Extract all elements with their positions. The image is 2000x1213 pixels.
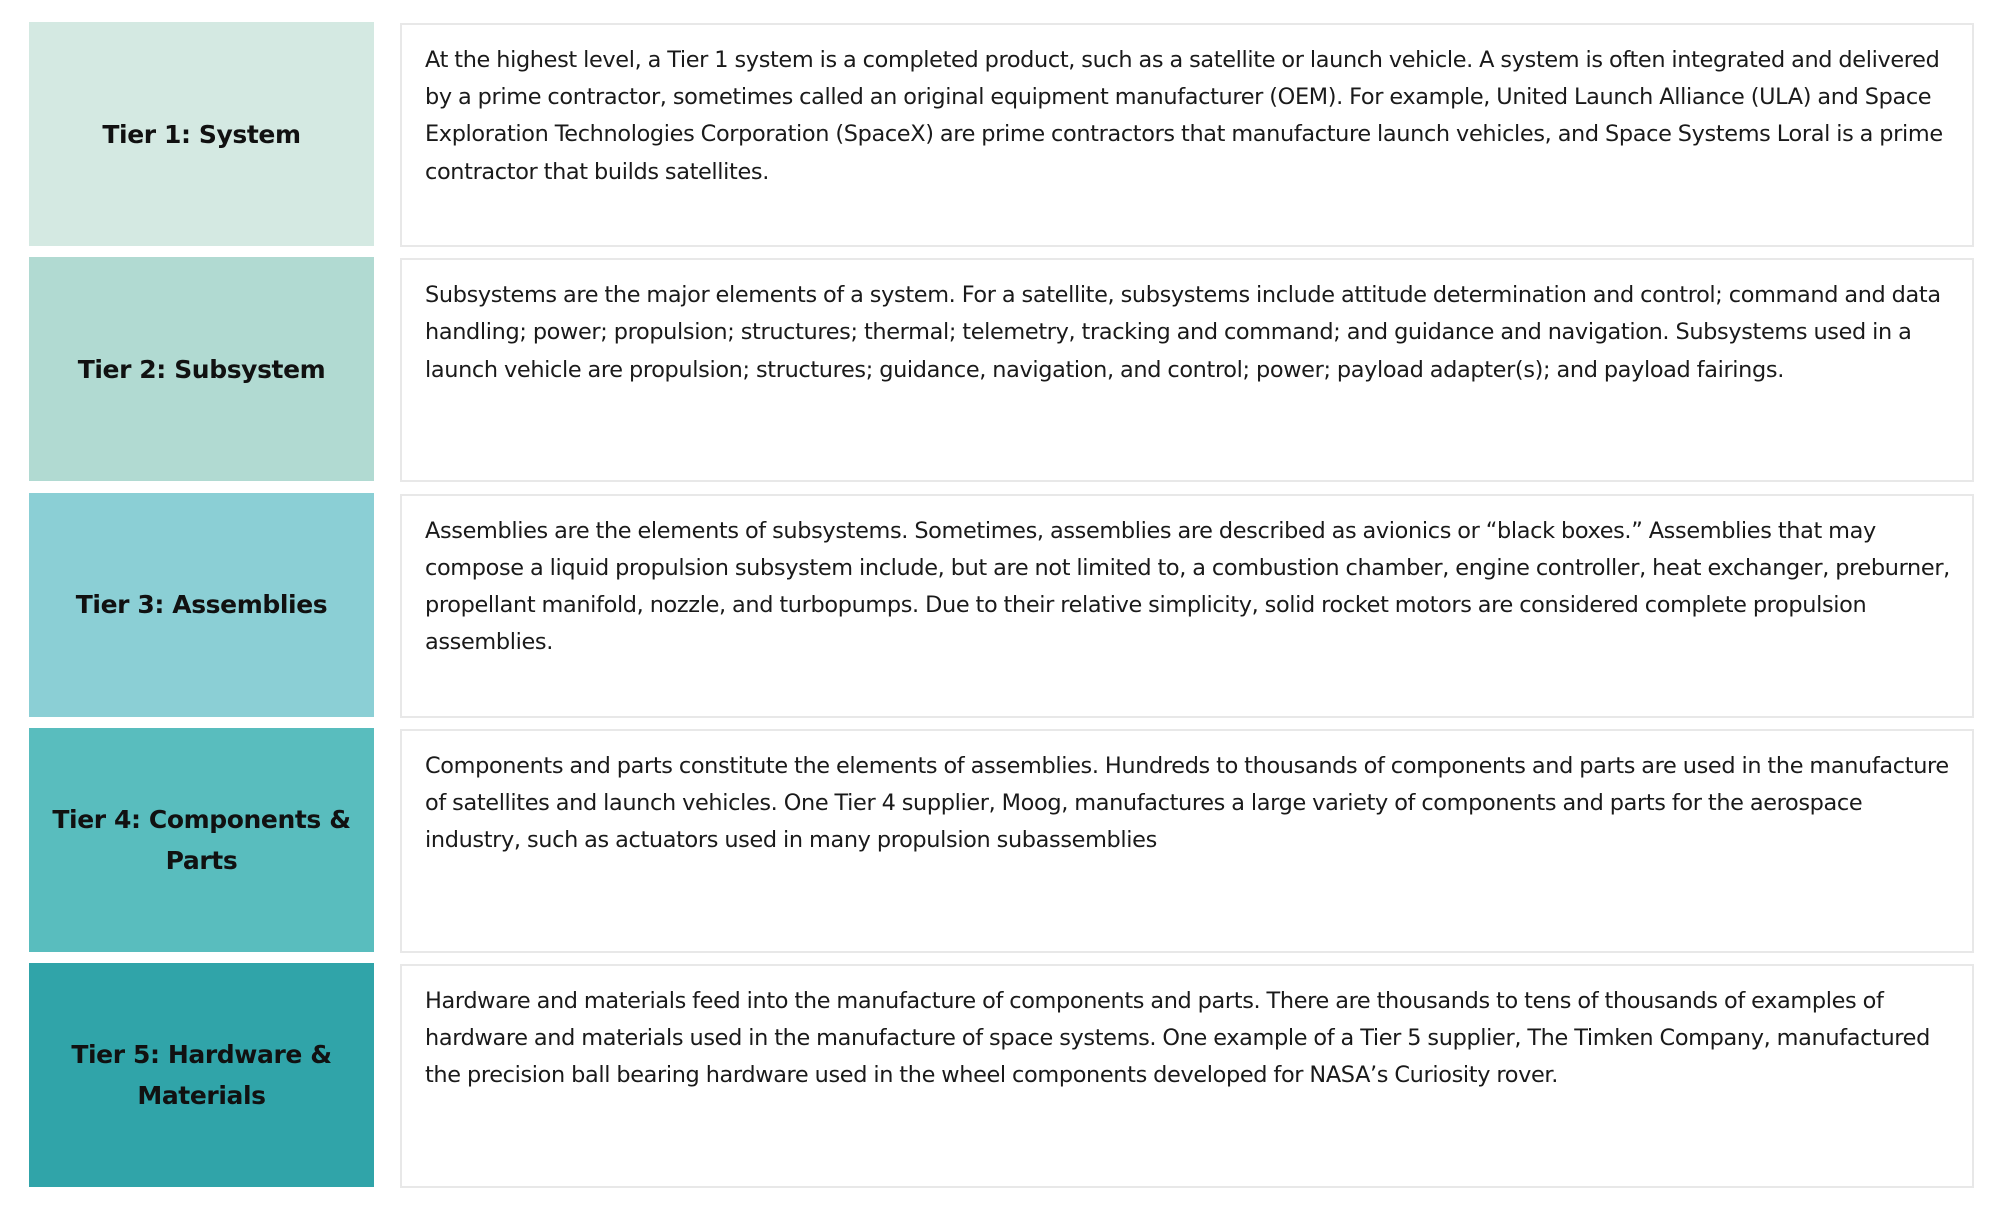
tier-row-4: [29, 728, 1974, 952]
tier-label-box: [29, 728, 374, 952]
tier-label: Tier 4: Components & Parts: [52, 804, 351, 875]
tier-row-5: [29, 963, 1974, 1187]
tier-label-box: [29, 963, 374, 1187]
tier-description-box: [400, 964, 1974, 1188]
tier-description-box: [400, 494, 1974, 718]
tier-label: Tier 3: Assemblies: [75, 590, 328, 619]
tier-row-2: [29, 257, 1974, 481]
tier-label: Tier 5: Hardware & Materials: [71, 1040, 332, 1110]
tier-description-box: [400, 258, 1974, 482]
tier-label-box: [29, 257, 374, 481]
tier-description: Assemblies are the elements of subsystems. Sometimes, assemblies are described as avionics or “black boxes.” Assemblies that may compose a liquid propulsion subsystem include, but are not limited to, a combustion chamber, engine controller, heat exchanger, preburner, propellant manifold, nozzle, and turbopumps. Due to their relative simplicity, solid rocket motors are considered complete propulsion assemblies.: [425, 517, 1950, 656]
tier-row-3: [29, 493, 1974, 717]
tier-description: At the highest level, a Tier 1 system is a completed product, such as a satellite or launch vehicle. A system is often integrated and delivered by a prime contractor, sometimes called an original equipment manufacturer (OEM). For example, United Launch Alliance (ULA) and Space Exploration Technologies Corporation (SpaceX) are prime contractors that manufacture launch vehicles, and Space Systems Loral is a prime contractor that builds satellites.: [425, 47, 1943, 185]
tier-description-box: [400, 729, 1974, 953]
tier-label-box: [29, 493, 374, 717]
tier-label: Tier 2: Subsystem: [77, 354, 326, 384]
tier-table: [29, 22, 1974, 1198]
tier-description: Subsystems are the major elements of a system. For a satellite, subsystems include attitude determination and control; command and data handling; power; propulsion; structures; thermal; telemetry, tracking and command; and guidance and navigation. Subsystems used in a launch vehicle are propulsion; structures; guidance, navigation, and control; power; payload adapter(s); and payload fairings.: [425, 282, 1941, 383]
tier-row-1: [29, 22, 1974, 246]
tier-description: Hardware and materials feed into the manufacture of components and parts. There are thousands to tens of thousands of examples of hardware and materials used in the manufacture of space systems. One example of a Tier 5 supplier, The Timken Company, manufactured the precision ball bearing hardware used in the wheel components developed for NASA’s Curiosity rover.: [425, 988, 1930, 1089]
tier-description-box: [400, 23, 1974, 247]
tier-label: Tier 1: System: [102, 119, 301, 149]
tier-label-box: [29, 22, 374, 246]
tier-description: Components and parts constitute the elements of assemblies. Hundreds to thousands of components and parts are used in the manufacture of satellites and launch vehicles. One Tier 4 supplier, Moog, manufactures a large variety of components and parts for the aerospace industry, such as actuators used in many propulsion subassemblies: [425, 752, 1949, 854]
